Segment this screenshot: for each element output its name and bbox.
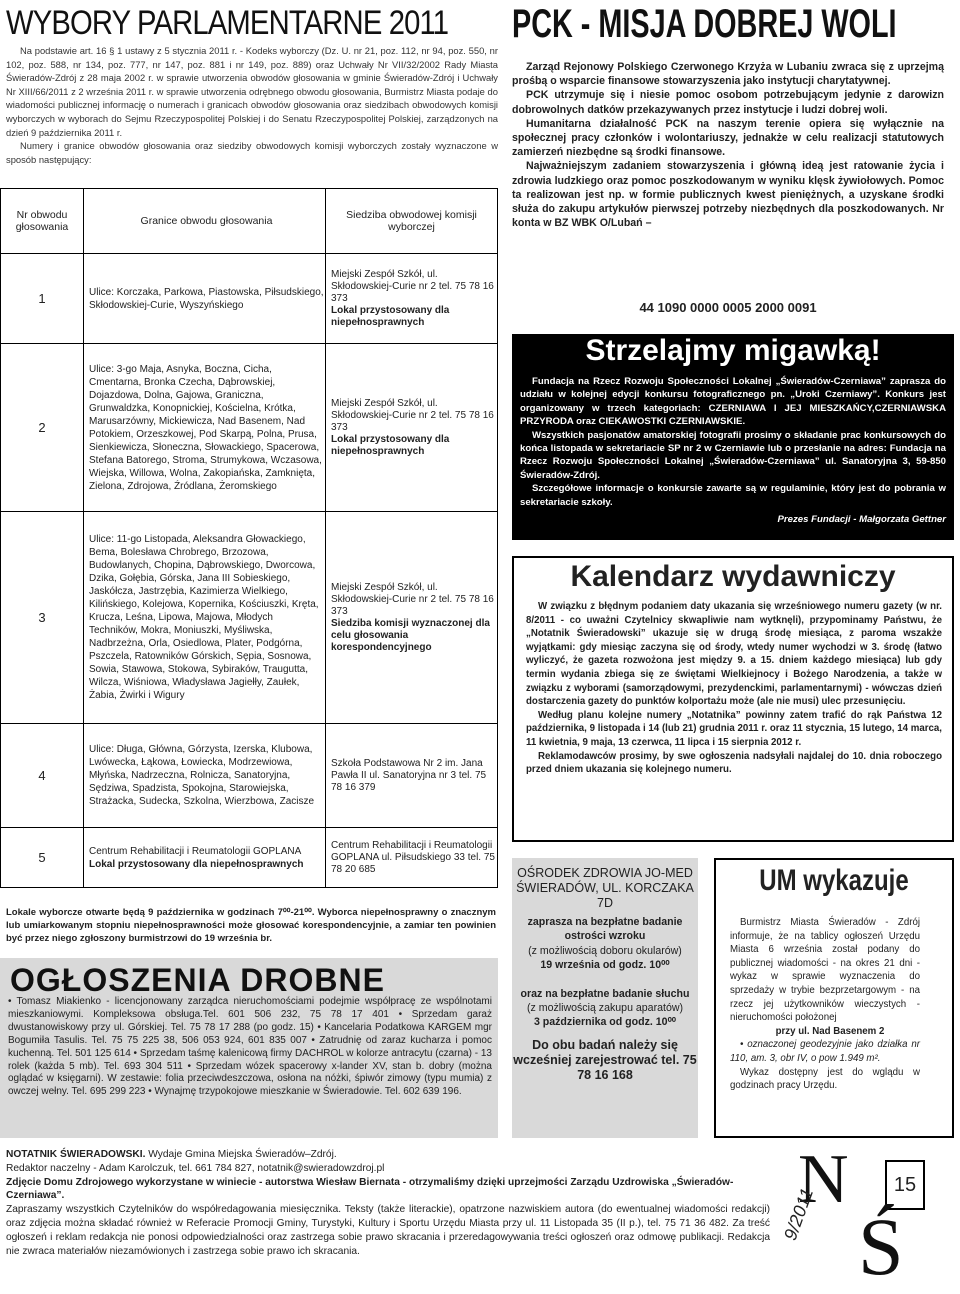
page-title: WYBORY PARLAMENTARNE 2011 [6, 4, 449, 42]
district-number: 1 [1, 254, 84, 344]
table-header-row [1, 189, 498, 254]
city-hall-address: przy ul. Nad Basenem 2 [775, 1025, 885, 1037]
polling-hours-note: Lokale wyborcze otwarte będą 9 października w godzinach 7⁰⁰-21⁰⁰. Wyborca niepełnosprawny o znacznym lub umiarkowanym stopniu niepełnosprawności może głosować korespondencyjnie, a zamiar ten powinien być przez niego zgłoszony burmistrzowi do 19 września br. [6, 907, 496, 944]
district-streets: Ulice: 11-go Listopada, Aleksandra Głowackiego, Bema, Bolesława Chrobrego, Brzozowa, Budowlanych, Chopina, Dąbrowskiego, Dworcowa, Dzika, Gołębia, Górska, Jana III Sobieskiego, Jaskółcza, Jastrzębia, Kazimierza Wielkiego, Kilińskiego, Kolejowa, Kopernika, Kościuszki, Kręta, Krucza, Leśna, Lipowa, Majowa, Młodych Techników, Mokra, Moniuszki, Myśliwska, Nadbrzeżna, Orla, Osiedlowa, Plater, Podgórna, Pszczela, Ratowników Górskich, Sępia, Sosnowa, Sowia, Stawowa, Stokowa, Sybiraków, Traugutta, Wilcza, Wiśniowa, Władysława Jagiełły, Zaułek, Żabia, Żwirki i Wigury [84, 512, 326, 724]
logo-letter-s: Ś [858, 1201, 904, 1292]
district-seat [326, 512, 498, 724]
hearing-exam-note: (z możliwością zakupu aparatów) [526, 1002, 684, 1015]
calendar-title: Kalendarz wydawniczy [570, 560, 896, 593]
photo-contest-paragraph: Fundacja na Rzecz Rozwoju Społeczności Lokalnej „Świeradów-Czerniawa” zaprasza do udziału w kolejnej edycji konkursu fotograficznego pn. „Uroki Czerniawy”. Konkurs jest organizowany w trzech kategoriach: CZERNIAWA I JEJ MIESZKAŃCY,CZERNIAWSKA PRZYRODA oraz CIEKAWOSTKI CZERNIAWSKIE. [520, 376, 946, 428]
pck-paragraph: Humanitarna działalność PCK na naszym terenie opiera się wyłącznie na społecznej pracy członków i wolontariuszy, jednakże w celu realizacji statutowych zamierzeń niezbędne są środki finansowe. [512, 117, 944, 159]
district-streets-text: Centrum Rehabilitacji i Reumatologii GOPLANA [89, 845, 302, 857]
health-center-header: OŚRODEK ZDROWIA JO-MED ŚWIERADÓW, UL. KORCZAKA 7D [516, 866, 694, 910]
table-row [1, 344, 498, 512]
city-hall-paragraph: Wykaz dostępny jest do wglądu w godzinach pracy Urzędu. [730, 1066, 920, 1092]
classifieds-title: OGŁOSZENIA DROBNE [10, 962, 385, 998]
footer-editor: Redaktor naczelny - Adam Karolczuk, tel. 661 784 827, notatnik@swieradowzdroj.pl [6, 1162, 385, 1174]
seat-note: Lokal przystosowany dla niepełnosprawnych [331, 304, 450, 328]
city-hall-title: UM wykazuje [759, 864, 909, 897]
footer-photo-credit: Zdjęcie Domu Zdrojowego wykorzystane w winiecie - autorstwa Wiesław Biernata - otrzymaliśmy dzięki uprzejmości Zarządu Uzdrowiska „Świeradów-Czerniawa”. [6, 1176, 734, 1202]
health-center-text [512, 866, 698, 1083]
district-streets: Ulice: 3-go Maja, Asnyka, Boczna, Cicha, Cmentarna, Bronka Czecha, Dąbrowskiej, Dojazdowa, Dolna, Gajowa, Graniczna, Grunwaldzka, Konopnickiej, Kościelna, Krótka, Marusarzówny, Mickiewicza, Nad Basenem, Nad Potokiem, Orzeszkowej, Pod Skarpą, Polna, Prusa, Sienkiewicza, Słoneczna, Słowackiego, Spacerowa, Stefana Batorego, Stroma, Strumykowa, Wczasowa, Wiejska, Willowa, Wolna, Zakopiańska, Zamknięta, Zielona, Zdrojowa, Źródlana, Żeromskiego [84, 344, 326, 512]
seat-note: Lokal przystosowany dla niepełnosprawnych [331, 433, 450, 457]
pck-paragraph: Najważniejszym zadaniem stowarzyszenia i główną ideą jest ratowanie życia i zdrowia ludzkiego oraz pomoc poszkodowanym w wyniku klęsk żywiołowych. Pomoc ta realizowan jest np. w formie publicznych kwest pieniężnych, a uzyskane środki służa do zakupu artykułów pierwszej potrzeby niezbędnych dla poszkodowanych. Nr konta w BZ WBK O/Lubań – [512, 160, 944, 230]
eye-exam-note: (z możliwością doboru okularów) [528, 944, 682, 957]
district-streets: Ulice: Korczaka, Parkowa, Piastowska, Piłsudskiego, Skłodowskiej-Curie, Wyszyńskiego [84, 254, 326, 344]
table-row [1, 512, 498, 724]
seat-address: Miejski Zespół Szkół, ul. Skłodowskiej-Curie nr 2 tel. 75 78 16 373 [331, 397, 494, 433]
pck-paragraph: Zarząd Rejonowy Polskiego Czerwonego Krzyża w Lubaniu zwraca się z uprzejmą prośbą o wsparcie finansowe stowarzyszenia jako instytucji charytatywnej. [512, 61, 944, 88]
district-seat [326, 344, 498, 512]
district-number: 4 [1, 724, 84, 828]
hearing-exam-date: 3 października od godz. 10⁰⁰ [533, 1016, 677, 1029]
seat-note: Siedziba komisji wyznaczonej dla celu głosowania korespondencyjnego [331, 617, 490, 653]
district-number: 2 [1, 344, 84, 512]
polling-districts-table [0, 188, 498, 888]
city-hall-paragraph: Burmistrz Miasta Świeradów - Zdrój informuje, że na tablicy ogłoszeń Urzędu Miasta 6 września został podany do publicznej wiadomości - na okres 21 dni - wykaz w sprawie wyznaczenia do sprzedaży w trybie bezprzetargowym - na rzecz jej użytkowników wieczystych - nieruchomości położonej [730, 917, 920, 1024]
district-seat [326, 254, 498, 344]
header-nr: Nr obwodu głosowania [1, 189, 84, 254]
pck-paragraph: PCK utrzymuje się i niesie pomoc osobom potrzebującym jedynie z darowizn dobrowolnych datków przekazywanych przez instytucje i ludzi dobrej woli. [512, 89, 944, 116]
eye-exam-invite: zaprasza na bezpłatne badanie ostrości wzroku [527, 916, 683, 943]
seat-address: Szkoła Podstawowa Nr 2 im. Jana Pawła II ul. Sanatoryjna nr 3 tel. 75 78 16 379 [331, 757, 487, 793]
city-hall-text [730, 916, 920, 1093]
photo-contest-signature: Prezes Fundacji - Małgorzata Gettner [777, 514, 946, 525]
city-hall-parcel: • oznaczonej geodezyjnie jako działka nr 110, am. 3, obr IV, o pow 1.949 m². [730, 1039, 920, 1064]
registration-note: Do obu badań należy się wcześniej zarejestrować tel. 75 78 16 168 [513, 1037, 697, 1082]
table-row [1, 828, 498, 888]
calendar-paragraph: Według planu kolejne numery „Notatnika” powinny zatem trafić do rąk Państwa 12 października, 9 listopada i 14 (lub 21) grudnia 2011 r. oraz 11 stycznia, 15 lutego, 14 marca, 11 kwietnia, 9 maja, 13 czerwca, 11 lipca i 15 sierpnia 2012 r. [526, 709, 942, 748]
district-seat [326, 724, 498, 828]
header-siedziba: Siedziba obwodowej komisji wyborczej [326, 189, 498, 254]
photo-contest-paragraph: Szczegółowe informacje o konkursie zawarte są w regulaminie, który jest do pobrania w sekretariacie szkoły. [520, 483, 946, 508]
header-granice: Granice obwodu głosowania [84, 189, 326, 254]
seat-address: Centrum Rehabilitacji i Reumatologii GOPLANA ul. Piłsudskiego 33 tel. 75 78 20 685 [331, 839, 495, 875]
intro-paragraph-1: Na podstawie art. 16 § 1 ustawy z 5 stycznia 2011 r. - Kodeks wyborczy (Dz. U. nr 21, poz. 112, nr 94, poz. 550, nr 102, poz. 588, nr 134, poz. 777, nr 147, poz. 881 i nr 149, poz. 889) oraz Uchwały Nr VII/32/2002 Rady Miasta Świeradów-Zdrój z 28 maja 2002 r. w sprawie utworzenia obwodów głosowania w gminie Świeradów-Zdrój i Uchwały Nr XIII/66/2011 z 2 września 2011 r. w sprawie utworzenia odrębnego obwodu głosowania, Burmistrz Miasta podaje do wiadomości publicznej informację o numerach i granicach obwodów głosowania oraz siedzibach obwodowych komisji wyborczych w wyborach do Sejmu Rzeczypospolitej Polskiej i do Senatu Rzeczypospolitej Polskiej, zarządzonych na dzień 9 października 2011 r. [6, 45, 498, 138]
logo-issue-number: 15 [885, 1160, 925, 1210]
footer-invitation: Zapraszamy wszystkich Czytelników do współredagowania miesięcznika. Teksty (także literackie), opatrzone nazwiskiem autora (do ewentualnej wiadomości redakcji) oraz zdjęcia można składać również w Referacie Promocji Gminy, Turystyki, Kultury i Sportu Urzędu Miasta przy ul. 11 Listopada 35 (II p.), tel. 75 71 36 482. Za treść ogłoszeń i reklam redakcja nie ponosi odpowiedzialności oraz zastrzega sobie prawo skracania i przeredagowywania treści ogłoszeń oraz odmowę publikacji. Redakcja nie zwraca materiałów niezamówionych i zastrzega sobie prawo ich skracania. [6, 1204, 770, 1257]
district-streets-note: Lokal przystosowany dla niepełnosprawnych [89, 858, 304, 870]
hearing-exam-invite: oraz na bezpłatne badanie słuchu [520, 987, 690, 1000]
district-streets [84, 828, 326, 888]
logo-letter-n: N [798, 1141, 849, 1218]
intro-text [6, 44, 498, 166]
photo-contest-title: Strzelajmy migawką! [585, 334, 881, 367]
seat-address: Miejski Zespół Szkół, ul. Skłodowskiej-Curie nr 2 tel. 75 78 16 373 [331, 268, 494, 304]
pck-article [512, 60, 944, 230]
district-seat [326, 828, 498, 888]
intro-paragraph-2: Numery i granice obwodów głosowania oraz siedziby obwodowych komisji wyborczych zostały wyznaczone w sposób następujący: [6, 140, 498, 165]
district-streets: Ulice: Długa, Główna, Górzysta, Izerska, Klubowa, Lwówecka, Łąkowa, Łowiecka, Modrzewiowa, Młyńska, Nadrzeczna, Rolnicza, Sanatoryjna, Sędziwa, Spadzista, Spokojna, Starowiejska, Strażacka, Sudecka, Szkolna, Wierzbowa, Zacisze [84, 724, 326, 828]
table-row [1, 254, 498, 344]
calendar-paragraph: Reklamodawców prosimy, by swe ogłoszenia nadsyłali najdalej do 10. dnia roboczego przed dniem ukazania się kolejnego numeru. [526, 750, 942, 776]
photo-contest-text [520, 375, 946, 509]
footer-publisher: Wydaje Gmina Miejska Świeradów–Zdrój. [145, 1149, 337, 1160]
classifieds-text: • Tomasz Miakienko - licencjonowany zarządca nieruchomościami podejmie współpracę ze wspólnotami mieszkaniowymi. Kompleksowa obsługa.Tel. 601 506 232, 75 78 17 401 • Sprzedam garaż dwustanowiskowy przy ul. Górskiej. Tel. 75 78 17 288 (po godz. 15) • Kancelaria Podatkowa KARGEM mgr Bogumiła Tasulis. Tel. 75 75 225 38, 506 053 924, 601 835 007 • Zatrudnię od zaraz kucharza i pomoc kuchenną. Tel. 501 125 614 • Sprzedam taśmę kalenicową firmy DACHROL w kolorze antracytu (czarna) - 13 rolek (każda 5 mb). Tel. 693 304 511 • Sprzedam wózek spacerowy x-lander XV, stan b. dobry (można oglądać w księgarni). W zestawie: folia przeciwdeszczowa, osłona na nóżki, śpiwór zimowy (typu mumia) z owczej wełny. Tel. 695 299 223 • Wynajmę trzypokojowe mieszkanie w Świeradowie. Tel. 602 639 196. [8, 996, 492, 1098]
pck-title: PCK - MISJA DOBREJ WOLI [512, 2, 897, 46]
district-number: 3 [1, 512, 84, 724]
logo-issue-date: 9/2011 [780, 1185, 818, 1243]
district-number: 5 [1, 828, 84, 888]
calendar-text [526, 600, 942, 777]
footer-imprint [6, 1148, 770, 1258]
table-row [1, 724, 498, 828]
eye-exam-date: 19 września od godz. 10⁰⁰ [540, 959, 670, 972]
photo-contest-paragraph: Wszystkich pasjonatów amatorskiej fotografii prosimy o składanie prac konkursowych do końca listopada w sekretariacie SP nr 2 w Czerniawie lub o przesłanie na adres: Fundacja na Rzecz Rozwoju Społeczności Lokalnej „Świeradów-Czerniawa” ul. Sanatoryjna 3, 59-850 Świeradów-Zdrój. [520, 429, 946, 481]
seat-address: Miejski Zespół Szkół, ul. Skłodowskiej-Curie nr 2 tel. 75 78 16 373 [331, 581, 494, 617]
pck-account-number: 44 1090 0000 0005 2000 0091 [639, 300, 817, 315]
footer-publication-name: NOTATNIK ŚWIERADOWSKI. [6, 1149, 146, 1160]
calendar-paragraph: W związku z błędnym podaniem daty ukazania się wrześniowego numeru gazety (w nr. 8/2011 - co uważni Czytelnicy skwapliwie nam wytknęli), przypominamy Państwu, że „Notatnik Świeradowski” ukazuje się w drugą środę miesiąca, z paroma wszakże wyjątkami: gdy miesiąc zaczyna się od środy, wtedy numer wychodzi w 3. środę (łatwo wyliczyć, że gazeta rozwożona jest między 9. a 15. dniem każdego miesiąca) lub gdy termin wydania zbiega się ze świętami Wielkiejnocy i Bożego Narodzenia, a także w związku z wyborami (samorządowymi, prezydenckimi, parlamentarnymi) - wówczas dzień dostarczenia gazety do punktów kolportażu może (ale nie musi) ulec przesunięciu. [526, 601, 942, 708]
